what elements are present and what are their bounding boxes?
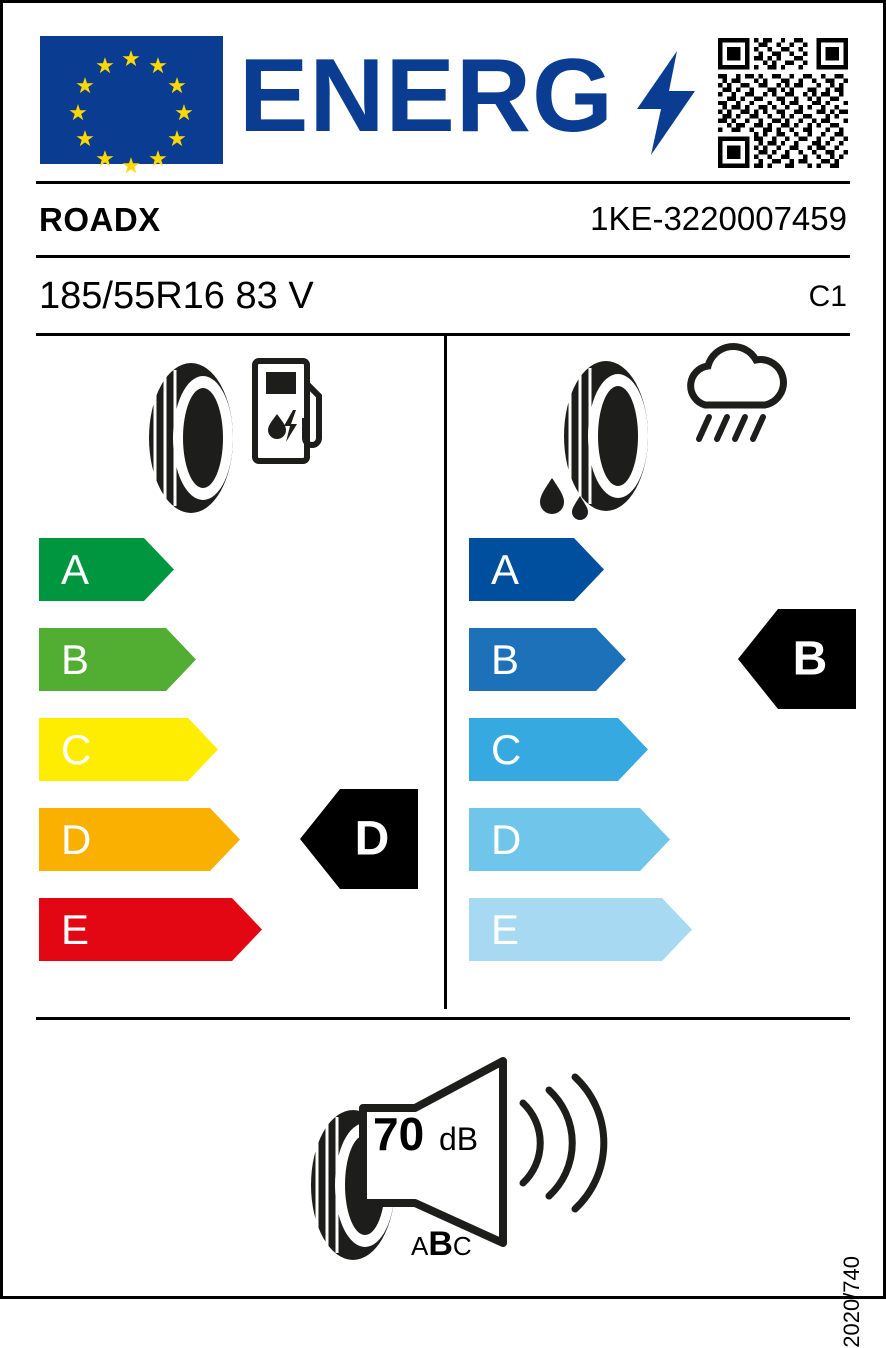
regulation-reference: 2020/740: [839, 1256, 864, 1348]
wet-grade-c: [469, 718, 648, 781]
wet-grade-a-letter: A: [491, 545, 520, 593]
fuel-grade-c: [39, 718, 218, 781]
flag-star: ★: [148, 53, 168, 78]
tyre-class: C1: [808, 280, 847, 313]
fuel-grade-d-letter: D: [61, 815, 92, 863]
flag-star: ★: [174, 100, 194, 125]
tyre-icon: [131, 358, 251, 518]
fuel-grade-d: [39, 808, 240, 871]
divider-noise: [36, 1017, 850, 1020]
flag-star: ★: [167, 126, 187, 151]
fuel-grade-a-letter: A: [61, 545, 90, 593]
wet-grade-e-letter: E: [491, 905, 520, 953]
flag-star: ★: [75, 126, 95, 151]
fuel-grade-b: [39, 628, 196, 691]
wet-grade-e: [469, 898, 692, 961]
tyre-icon: [536, 358, 666, 523]
noise-value: 70: [373, 1108, 425, 1160]
wet-grade-d: [469, 808, 670, 871]
fuel-grade-c-letter: C: [61, 725, 92, 773]
fuel-rating-letter: D: [354, 812, 390, 866]
divider-brand: [36, 255, 850, 258]
energy-wordmark: [239, 38, 699, 158]
fuel-grade-e-letter: E: [61, 905, 90, 953]
wet-grade-b-letter: B: [491, 635, 520, 683]
flag-star: ★: [121, 153, 141, 178]
lightning-bolt-icon: [637, 51, 695, 155]
flag-star: ★: [167, 73, 187, 98]
fuel-grade-b-letter: B: [61, 635, 90, 683]
fuel-pump-icon: [253, 356, 325, 466]
noise-class-scale: [411, 1225, 472, 1264]
flag-star: ★: [95, 146, 115, 171]
fuel-rating-marker: [300, 784, 418, 894]
tyre-size: 185/55R16 83 V: [39, 275, 314, 317]
noise-class-b-selected: B: [428, 1225, 453, 1263]
wet-grade-d-letter: D: [491, 815, 522, 863]
wet-grip-rating-marker: [738, 604, 856, 714]
wet-grade-c-letter: C: [491, 725, 522, 773]
divider-size: [36, 333, 850, 336]
noise-class-a: A: [411, 1231, 429, 1261]
flag-star: ★: [121, 46, 141, 71]
tyre-model-code: 1KE-3220007459: [590, 200, 847, 237]
flag-star: ★: [75, 73, 95, 98]
wet-grade-b: [469, 628, 626, 691]
divider-header: [36, 181, 850, 184]
qr-code: [718, 38, 848, 168]
divider-vertical: [444, 333, 447, 1009]
flag-star: ★: [95, 53, 115, 78]
noise-unit: dB: [439, 1121, 479, 1157]
fuel-grade-e: [39, 898, 262, 961]
flag-star: ★: [148, 146, 168, 171]
brand-name: ROADX: [39, 201, 161, 238]
sound-waves-icon: [513, 1068, 593, 1218]
flag-star: ★: [68, 100, 88, 125]
energy-word: ENERG: [239, 38, 614, 154]
wet-grip-rating-letter: B: [792, 632, 828, 686]
noise-class-c: C: [452, 1231, 472, 1261]
rain-cloud-icon: [679, 351, 789, 471]
eu-flag: [40, 36, 223, 178]
fuel-grade-a: [39, 538, 174, 601]
wet-grade-a: [469, 538, 604, 601]
